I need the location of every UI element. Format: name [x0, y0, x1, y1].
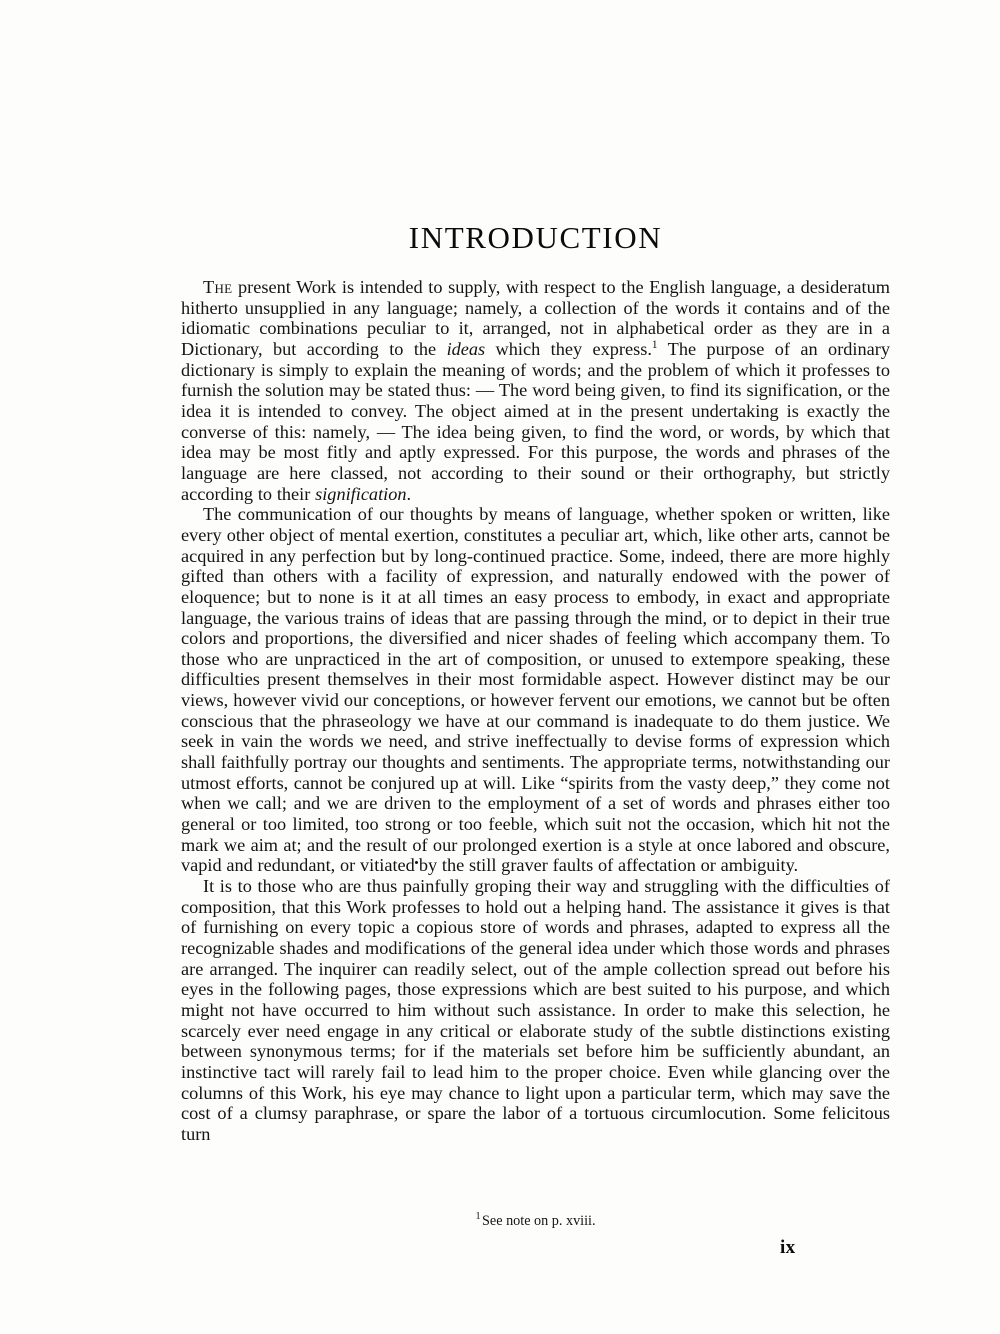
- body-paragraph: [181, 504, 890, 876]
- body-text-block: [181, 253, 890, 1145]
- page-number: ix: [780, 1237, 796, 1258]
- footnote: [181, 1213, 890, 1229]
- scan-artifact-speck: [415, 861, 418, 864]
- text-run: The communication of our thoughts by means of language, whether spoken or written, like every other object of mental exertion, constitutes a peculiar art, which, like other arts, cannot be acquired in any perfection but by long-continued practice. Some, indeed, there are more highly gifted than others with a facility of expression, and naturally endowed with the power of eloquence; but to none is it at all times an easy process to embody, in exact and appropriate language, the various trains of ideas that are passing through the mind, or to depict in their true colors and proportions, the diversified and nicer shades of feeling which accompany them. To those who are unpracticed in the art of composition, or unused to extempore speaking, these difficulties present themselves in their most formidable aspect. However distinct may be our views, however vivid our conceptions, or however fervent our emotions, we cannot but be often conscious that the phraseology we have at our command is inadequate to do them justice. We seek in vain the words we need, and strive ineffectually to devise forms of expression which shall faithfully portray our thoughts and sentiments. The appropriate terms, notwithstanding our utmost efforts, cannot be conjured up at will. Like “spirits from the vasty deep,” they come not when we call; and we are driven to the employment of a set of words and phrases either too general or too limited, too strong or too feeble, which suit not the occasion, which hit not the mark we aim at; and the result of our prolonged exertion is a style at once labored and obscure, vapid and redundant, or vitiated: [181, 504, 890, 876]
- page-content-column: [181, 0, 890, 1145]
- italic-run: ideas: [446, 338, 486, 359]
- small-caps-run: The: [203, 277, 233, 297]
- page-title: INTRODUCTION: [408, 220, 663, 255]
- body-paragraph: [181, 876, 890, 1145]
- text-run: It is to those who are thus painfully groping their way and struggling with the difficulties of composition, that this Work professes to hold out a helping hand. The assistance it gives is that of furnishing on every topic a copious store of words and phrases, adapted to express all the recognizable shades and modifications of the general idea under which those words and phrases are arranged. The inquirer can readily select, out of the ample collection spread out before his eyes in the following pages, those expressions which are best suited to his purpose, and which might not have occurred to him without such assistance. In order to make this selection, he scarcely ever need engage in any critical or elaborate study of the subtle distinctions existing between synonymous terms; for if the materials set before him be sufficiently abundant, an instinctive tact will rarely fail to lead him to the proper choice. Even while glancing over the columns of this Work, his eye may chance to light upon a particular term, which may save the cost of a clumsy paraphrase, or spare the labor of a tortuous circumlocution. Some felicitous turn: [181, 876, 890, 1144]
- text-run: present Work is intended to supply, with respect to the English language, a desideratum hitherto unsupplied in any language; namely, a collection of the words it contains and of the idiomatic combinations peculiar to it, arranged, not in alphabetical order as they are in a Dictionary, but according to the: [181, 277, 890, 359]
- text-run: by the still graver faults of affectation or ambiguity.: [418, 855, 799, 876]
- footnote-marker: 1: [475, 1211, 481, 1223]
- text-run: which they express.: [485, 338, 652, 359]
- paragraph-list: [181, 277, 890, 1145]
- text-run: The purpose of an ordinary dictionary is simply to explain the meaning of words; and the problem of which it professes to furnish the solution may be stated thus: — The word being given, to find its signification, or the idea it is intended to convey. The object aimed at in the present undertaking is exactly the converse of this: namely, — The idea being given, to find the word, or words, by which that idea may be most fitly and aptly expressed. For this purpose, the words and phrases of the language are here classed, not according to their sound or their orthography, but strictly according to their: [181, 338, 890, 504]
- footnote-reference: 1: [651, 338, 658, 351]
- footnote-text: See note on p. xviii.: [482, 1213, 596, 1229]
- text-run: .: [406, 483, 412, 504]
- body-paragraph: [181, 277, 890, 504]
- italic-run: signification: [315, 483, 407, 504]
